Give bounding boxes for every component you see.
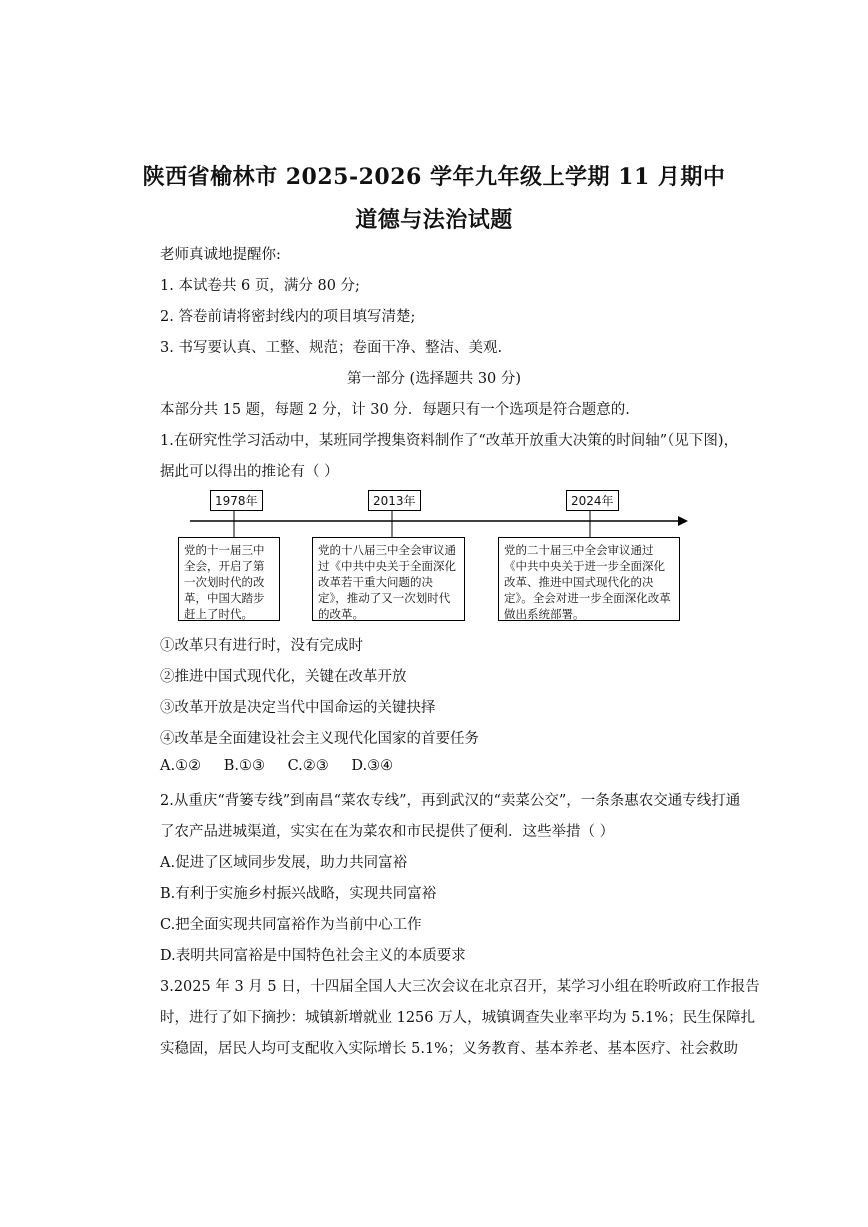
section-heading: 第一部分 (选择题共 30 分) [346, 371, 522, 387]
q1-option-c[interactable]: C.②③ [287, 758, 329, 774]
q2-option-a[interactable]: A.促进了区域同步发展，助力共同富裕 [160, 855, 408, 871]
question-3-stem-cont: 时，进行了如下摘抄：城镇新增就业 1256 万人，城镇调查失业率平均为 5.1%；民生保障扎 [160, 1010, 756, 1026]
q2-option-c[interactable]: C.把全面实现共同富裕作为当前中心工作 [160, 917, 422, 933]
q1-options [160, 758, 411, 774]
arrow-head-icon [678, 516, 688, 526]
q1-statement: ①改革只有进行时，没有完成时 [160, 638, 363, 654]
notice-intro: 老师真诚地提醒你: [160, 247, 281, 263]
notice-item: 2. 答卷前请将密封线内的项目填写清楚; [160, 309, 416, 325]
question-2-stem: 2.从重庆“背篓专线”到南昌“菜农专线”，再到武汉的“卖菜公交”，一条条惠农交通专线打通 [160, 793, 741, 809]
q1-statement: ②推进中国式现代化，关键在改革开放 [160, 669, 407, 685]
timeline-event-2013: 党的十八届三中全会审议通过《中共中央关于全面深化改革若干重大问题的决定》，推动了又一次划时代的改革。 [312, 537, 465, 621]
q1-statement: ④改革是全面建设社会主义现代化国家的首要任务 [160, 731, 479, 747]
q1-option-b[interactable]: B.①③ [223, 758, 265, 774]
question-3-stem: 3.2025 年 3 月 5 日，十四届全国人大三次会议在北京召开，某学习小组在聆听政府工作报告 [160, 979, 760, 995]
timeline-year-2013: 2013年 [368, 490, 421, 511]
q2-option-d[interactable]: D.表明共同富裕是中国特色社会主义的本质要求 [160, 948, 466, 964]
question-1-stem-cont: 据此可以得出的推论有（ ） [160, 464, 339, 480]
notice-item: 1. 本试卷共 6 页，满分 80 分; [160, 278, 360, 294]
timeline-event-1978: 党的十一届三中全会，开启了第一次划时代的改革，中国大踏步赶上了时代。 [178, 537, 280, 621]
timeline-figure [170, 485, 700, 625]
question-2-stem-cont: 了农产品进城渠道，实实在在为菜农和市民提供了便利．这些举措（ ） [160, 824, 615, 840]
q2-option-b[interactable]: B.有利于实施乡村振兴战略，实现共同富裕 [160, 886, 437, 902]
timeline-year-1978: 1978年 [210, 490, 263, 511]
q1-option-d[interactable]: D.③④ [351, 758, 394, 774]
exam-subject-title: 道德与法治试题 [355, 207, 513, 233]
q1-option-a[interactable]: A.①② [160, 758, 202, 774]
question-1-stem: 1.在研究性学习活动中，某班同学搜集资料制作了“改革开放重大决策的时间轴”（见下图)， [160, 433, 739, 449]
exam-title: 陕西省榆林市 2025-2026 学年九年级上学期 11 月期中 [142, 164, 726, 190]
notice-item: 3. 书写要认真、工整、规范；卷面干净、整洁、美观. [160, 340, 503, 356]
section-instruction: 本部分共 15 题，每题 2 分，计 30 分．每题只有一个选项是符合题意的. [160, 402, 630, 418]
question-3-stem-cont: 实稳固，居民人均可支配收入实际增长 5.1%；义务教育、基本养老、基本医疗、社会救助 [160, 1041, 738, 1057]
timeline-year-2024: 2024年 [566, 490, 619, 511]
q1-statement: ③改革开放是决定当代中国命运的关键抉择 [160, 700, 436, 716]
timeline-event-2024: 党的二十届三中全会审议通过《中共中央关于进一步全面深化改革、推进中国式现代化的决定》。全会对进一步全面深化改革做出系统部署。 [498, 537, 680, 621]
